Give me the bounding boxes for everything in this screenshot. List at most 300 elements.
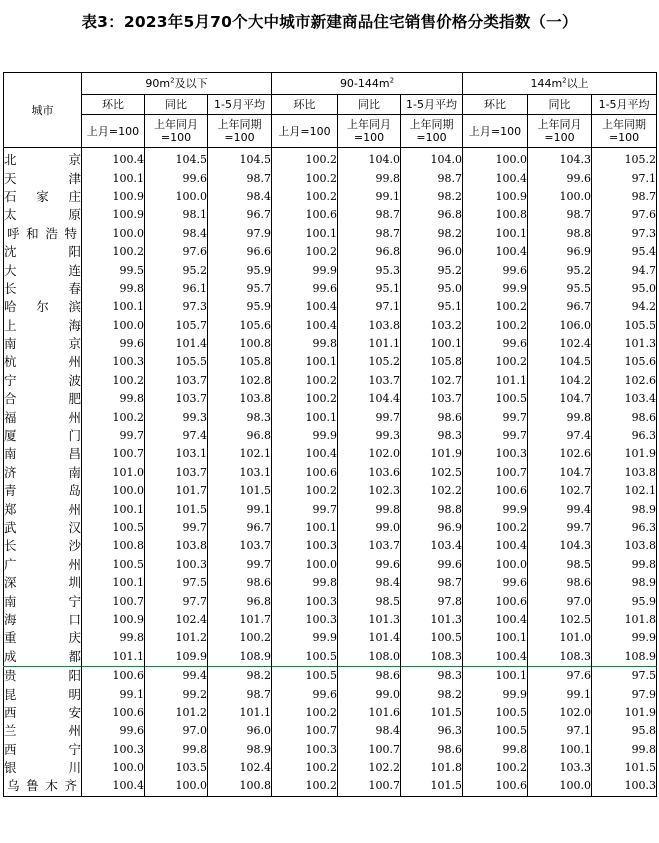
ytd-avg-header: 1-5月平均 (208, 95, 272, 115)
index-value: 97.6 (528, 666, 592, 685)
table-row (4, 464, 657, 482)
index-value: 102.8 (208, 372, 272, 390)
table-row (4, 353, 657, 371)
index-value: 101.8 (401, 759, 463, 777)
index-value: 95.0 (592, 280, 657, 298)
index-value: 100.2 (272, 390, 338, 408)
index-value: 99.6 (272, 280, 338, 298)
index-value: 100.1 (82, 574, 145, 592)
index-value: 99.8 (82, 629, 145, 647)
index-value: 100.7 (82, 592, 145, 610)
city-name: 济 南 (4, 464, 81, 480)
index-value: 99.1 (528, 685, 592, 703)
city-name: 银 川 (4, 760, 81, 776)
index-value: 100.2 (82, 243, 145, 261)
index-value: 98.5 (338, 592, 401, 610)
index-value: 101.7 (208, 611, 272, 629)
table-row (4, 261, 657, 279)
index-value: 108.0 (338, 648, 401, 667)
index-value: 98.7 (338, 206, 401, 224)
table-row (4, 298, 657, 316)
ytd-avg-header: 1-5月平均 (592, 95, 657, 115)
index-value: 97.9 (208, 225, 272, 243)
index-value: 98.4 (338, 574, 401, 592)
price-index-table (3, 72, 657, 797)
index-value: 100.5 (463, 704, 528, 722)
group-header-large: $144m^2$以上 (463, 73, 657, 95)
index-value: 99.8 (338, 169, 401, 187)
group-header-small: $90m^2$及以下 (82, 73, 272, 95)
index-value: 103.4 (592, 390, 657, 408)
index-value: 96.9 (401, 519, 463, 537)
index-value: 98.1 (145, 206, 208, 224)
index-value: 98.8 (528, 225, 592, 243)
index-value: 98.7 (528, 206, 592, 224)
table-row (4, 148, 657, 170)
base-same-month-last-year: 上年同月=100 (338, 115, 401, 148)
index-value: 100.2 (208, 629, 272, 647)
index-value: 99.7 (528, 519, 592, 537)
table-row (4, 243, 657, 261)
index-value: 100.2 (272, 148, 338, 170)
table-row (4, 741, 657, 759)
index-value: 106.0 (528, 317, 592, 335)
index-value: 98.7 (338, 225, 401, 243)
index-value: 101.6 (338, 704, 401, 722)
index-value: 99.6 (463, 335, 528, 353)
index-value: 97.0 (145, 722, 208, 740)
index-value: 101.1 (208, 704, 272, 722)
city-name: 广 州 (4, 556, 81, 572)
table-row (4, 317, 657, 335)
index-value: 100.0 (145, 777, 208, 796)
index-value: 100.1 (528, 741, 592, 759)
index-value: 96.7 (528, 298, 592, 316)
index-value: 103.4 (401, 537, 463, 555)
index-value: 101.2 (145, 704, 208, 722)
table-header (4, 73, 657, 148)
table-row (4, 722, 657, 740)
index-value: 100.4 (272, 298, 338, 316)
index-value: 97.5 (145, 574, 208, 592)
index-value: 100.5 (272, 666, 338, 685)
city-name: 南 宁 (4, 593, 81, 609)
base-same-period-last-year: 上年同期=100 (401, 115, 463, 148)
index-value: 99.1 (338, 188, 401, 206)
index-value: 102.4 (528, 335, 592, 353)
index-value: 100.4 (463, 169, 528, 187)
index-value: 101.9 (592, 445, 657, 463)
index-value: 95.2 (145, 261, 208, 279)
index-value: 100.4 (272, 445, 338, 463)
index-value: 104.5 (528, 353, 592, 371)
index-value: 101.7 (145, 482, 208, 500)
index-value: 100.7 (82, 445, 145, 463)
index-value: 100.9 (463, 188, 528, 206)
index-value: 99.7 (338, 408, 401, 426)
city-name: 杭 州 (4, 354, 81, 370)
index-value: 101.4 (145, 335, 208, 353)
mom-header: 环比 (82, 95, 145, 115)
index-value: 100.3 (592, 777, 657, 796)
index-value: 100.2 (463, 298, 528, 316)
index-value: 102.2 (401, 482, 463, 500)
index-value: 96.8 (338, 243, 401, 261)
city-name: 呼和浩特 (7, 225, 77, 241)
index-value: 100.3 (272, 537, 338, 555)
index-value: 97.6 (145, 243, 208, 261)
index-value: 103.6 (338, 464, 401, 482)
index-value: 104.0 (401, 148, 463, 170)
index-value: 100.7 (272, 722, 338, 740)
index-value: 100.4 (82, 777, 145, 796)
index-value: 100.1 (272, 408, 338, 426)
index-value: 100.2 (272, 188, 338, 206)
city-name: 长 春 (4, 280, 81, 296)
index-value: 100.7 (338, 741, 401, 759)
index-value: 99.2 (145, 685, 208, 703)
table-row (4, 592, 657, 610)
index-value: 95.4 (592, 243, 657, 261)
city-name: 昆 明 (4, 686, 81, 702)
index-value: 100.5 (463, 722, 528, 740)
index-value: 97.4 (145, 427, 208, 445)
index-value: 101.4 (338, 629, 401, 647)
index-value: 98.2 (401, 685, 463, 703)
index-value: 99.9 (272, 261, 338, 279)
index-value: 98.6 (401, 408, 463, 426)
index-value: 99.8 (145, 741, 208, 759)
index-value: 102.3 (338, 482, 401, 500)
index-value: 98.4 (338, 722, 401, 740)
city-name: 成 都 (4, 648, 81, 664)
index-value: 105.2 (592, 148, 657, 170)
table-row (4, 777, 657, 796)
index-value: 100.2 (82, 372, 145, 390)
yoy-header: 同比 (145, 95, 208, 115)
table-row (4, 225, 657, 243)
index-value: 103.8 (338, 317, 401, 335)
index-value: 99.5 (82, 261, 145, 279)
table-row (4, 629, 657, 647)
table-row (4, 372, 657, 390)
city-name: 郑 州 (4, 501, 81, 517)
index-value: 95.7 (208, 280, 272, 298)
index-value: 100.1 (401, 335, 463, 353)
table-row (4, 206, 657, 224)
index-value: 100.6 (82, 704, 145, 722)
index-value: 100.6 (463, 777, 528, 796)
index-value: 100.0 (272, 556, 338, 574)
index-value: 97.3 (592, 225, 657, 243)
index-value: 104.5 (145, 148, 208, 170)
index-value: 99.7 (272, 500, 338, 518)
index-value: 95.9 (208, 298, 272, 316)
index-value: 100.7 (338, 777, 401, 796)
index-value: 105.6 (592, 353, 657, 371)
yoy-header: 同比 (528, 95, 592, 115)
index-value: 100.0 (82, 759, 145, 777)
index-value: 100.1 (463, 225, 528, 243)
index-value: 100.0 (528, 188, 592, 206)
index-value: 100.2 (272, 759, 338, 777)
index-value: 98.7 (401, 574, 463, 592)
index-value: 96.6 (208, 243, 272, 261)
table-row (4, 611, 657, 629)
index-value: 100.1 (463, 666, 528, 685)
index-value: 103.5 (145, 759, 208, 777)
group-header-medium: $90-144m^2$ (272, 73, 463, 95)
table-row (4, 335, 657, 353)
index-value: 100.2 (463, 759, 528, 777)
index-value: 100.2 (272, 243, 338, 261)
index-value: 101.5 (401, 704, 463, 722)
index-value: 101.5 (145, 500, 208, 518)
base-same-period-last-year: 上年同期=100 (592, 115, 657, 148)
index-value: 95.0 (401, 280, 463, 298)
city-name: 南 昌 (4, 446, 81, 462)
index-value: 100.0 (528, 777, 592, 796)
index-value: 100.3 (82, 353, 145, 371)
index-value: 102.0 (528, 704, 592, 722)
index-value: 97.4 (528, 427, 592, 445)
index-value: 97.5 (592, 666, 657, 685)
city-name: 青 岛 (4, 483, 81, 499)
city-name: 哈尔滨 (4, 299, 81, 315)
index-value: 99.6 (272, 685, 338, 703)
index-value: 103.7 (338, 372, 401, 390)
index-value: 100.2 (272, 777, 338, 796)
mom-header: 环比 (272, 95, 338, 115)
index-value: 99.9 (592, 629, 657, 647)
index-value: 99.8 (463, 741, 528, 759)
index-value: 101.3 (592, 335, 657, 353)
base-header-row (4, 115, 657, 148)
index-value: 98.7 (208, 169, 272, 187)
city-name: 上 海 (4, 317, 81, 333)
index-value: 99.6 (82, 335, 145, 353)
index-value: 95.2 (528, 261, 592, 279)
index-value: 100.6 (272, 206, 338, 224)
index-value: 103.2 (401, 317, 463, 335)
city-name: 天 津 (4, 170, 81, 186)
index-value: 98.7 (208, 685, 272, 703)
city-name: 大 连 (4, 262, 81, 278)
index-value: 100.0 (82, 482, 145, 500)
index-value: 96.7 (208, 206, 272, 224)
index-value: 98.7 (592, 188, 657, 206)
index-value: 98.8 (401, 500, 463, 518)
index-value: 103.7 (145, 372, 208, 390)
index-value: 100.4 (272, 317, 338, 335)
index-value: 99.9 (463, 685, 528, 703)
index-value: 98.9 (592, 574, 657, 592)
index-value: 99.9 (272, 427, 338, 445)
index-value: 103.7 (145, 464, 208, 482)
index-value: 100.4 (463, 537, 528, 555)
index-value: 102.5 (528, 611, 592, 629)
index-value: 105.6 (208, 317, 272, 335)
city-name: 深 圳 (4, 575, 81, 591)
index-value: 100.9 (82, 611, 145, 629)
index-value: 97.1 (338, 298, 401, 316)
index-value: 100.2 (272, 372, 338, 390)
table-row (4, 519, 657, 537)
table-row (4, 574, 657, 592)
index-value: 100.6 (272, 464, 338, 482)
table-row (4, 280, 657, 298)
table-row (4, 704, 657, 722)
index-value: 96.8 (208, 592, 272, 610)
index-value: 100.4 (463, 648, 528, 667)
index-value: 102.1 (208, 445, 272, 463)
index-value: 108.3 (401, 648, 463, 667)
index-value: 102.7 (401, 372, 463, 390)
index-value: 95.1 (401, 298, 463, 316)
index-value: 101.1 (463, 372, 528, 390)
index-value: 101.1 (338, 335, 401, 353)
index-value: 98.9 (592, 500, 657, 518)
index-value: 100.3 (463, 445, 528, 463)
index-value: 99.1 (208, 500, 272, 518)
index-value: 100.1 (272, 225, 338, 243)
index-value: 99.9 (463, 280, 528, 298)
city-name: 贵 阳 (4, 666, 82, 685)
index-value: 104.0 (338, 148, 401, 170)
index-value: 98.2 (208, 666, 272, 685)
index-value: 100.5 (463, 390, 528, 408)
index-value: 98.4 (208, 188, 272, 206)
index-value: 101.0 (528, 629, 592, 647)
index-value: 104.3 (528, 537, 592, 555)
index-value: 100.2 (463, 519, 528, 537)
index-value: 101.1 (82, 648, 145, 667)
index-value: 100.5 (401, 629, 463, 647)
index-value: 99.7 (82, 427, 145, 445)
index-value: 98.2 (401, 225, 463, 243)
index-value: 98.4 (145, 225, 208, 243)
index-value: 100.1 (272, 519, 338, 537)
index-value: 99.6 (528, 169, 592, 187)
index-value: 99.1 (82, 685, 145, 703)
index-value: 100.0 (463, 148, 528, 170)
index-value: 108.9 (592, 648, 657, 667)
index-value: 109.9 (145, 648, 208, 667)
index-value: 100.2 (463, 353, 528, 371)
base-last-month: 上月=100 (82, 115, 145, 148)
city-name: 南 京 (4, 336, 81, 352)
index-value: 100.6 (82, 666, 145, 685)
index-value: 100.6 (463, 482, 528, 500)
index-value: 95.3 (338, 261, 401, 279)
index-value: 98.6 (208, 574, 272, 592)
index-value: 100.6 (463, 592, 528, 610)
index-value: 101.5 (401, 777, 463, 796)
index-value: 100.0 (82, 317, 145, 335)
index-value: 99.6 (401, 556, 463, 574)
index-value: 98.2 (401, 188, 463, 206)
table-row (4, 427, 657, 445)
index-value: 100.1 (82, 500, 145, 518)
city-name: 北 京 (4, 152, 81, 168)
index-value: 100.7 (463, 464, 528, 482)
index-value: 99.7 (208, 556, 272, 574)
index-value: 105.8 (401, 353, 463, 371)
index-value: 96.8 (208, 427, 272, 445)
index-value: 101.3 (338, 611, 401, 629)
city-name: 石家庄 (4, 188, 81, 204)
table-title: 表3：2023年5月70个大中城市新建商品住宅销售价格分类指数（一） (81, 13, 578, 31)
index-value: 97.1 (592, 169, 657, 187)
index-value: 95.1 (338, 280, 401, 298)
index-value: 100.9 (82, 206, 145, 224)
city-name: 合 肥 (4, 391, 81, 407)
index-value: 98.3 (401, 427, 463, 445)
index-value: 99.6 (82, 722, 145, 740)
index-value: 103.1 (208, 464, 272, 482)
index-value: 100.3 (82, 741, 145, 759)
city-name: 福 州 (4, 409, 81, 425)
sub-header-row (4, 95, 657, 115)
index-value: 100.1 (82, 169, 145, 187)
index-value: 102.4 (145, 611, 208, 629)
table-row (4, 390, 657, 408)
index-value: 100.1 (82, 298, 145, 316)
index-value: 100.2 (272, 704, 338, 722)
index-value: 104.3 (528, 148, 592, 170)
index-value: 99.4 (528, 500, 592, 518)
index-value: 99.8 (338, 500, 401, 518)
index-value: 96.0 (401, 243, 463, 261)
base-last-month: 上月=100 (463, 115, 528, 148)
index-value: 94.7 (592, 261, 657, 279)
index-value: 97.0 (528, 592, 592, 610)
index-value: 100.8 (208, 777, 272, 796)
index-value: 96.7 (208, 519, 272, 537)
index-value: 95.9 (592, 592, 657, 610)
index-value: 101.9 (401, 445, 463, 463)
index-value: 102.7 (528, 482, 592, 500)
index-value: 100.3 (272, 741, 338, 759)
index-value: 99.6 (463, 261, 528, 279)
index-value: 97.6 (592, 206, 657, 224)
index-value: 96.3 (592, 519, 657, 537)
index-value: 99.9 (272, 629, 338, 647)
price-index-table-container (3, 72, 657, 797)
table-row (4, 445, 657, 463)
table-row (4, 482, 657, 500)
city-name: 重 庆 (4, 630, 81, 646)
index-value: 98.5 (528, 556, 592, 574)
index-value: 99.7 (145, 519, 208, 537)
table-body (4, 148, 657, 797)
index-value: 95.2 (401, 261, 463, 279)
index-value: 103.8 (592, 464, 657, 482)
index-value: 100.4 (82, 148, 145, 170)
index-value: 100.2 (82, 408, 145, 426)
table-row (4, 500, 657, 518)
city-name: 武 汉 (4, 520, 81, 535)
city-name: 兰 州 (4, 723, 81, 739)
index-value: 101.5 (592, 759, 657, 777)
table-row (4, 537, 657, 555)
index-value: 100.3 (272, 592, 338, 610)
base-same-month-last-year: 上年同月=100 (528, 115, 592, 148)
index-value: 102.6 (528, 445, 592, 463)
index-value: 99.7 (463, 408, 528, 426)
index-value: 100.5 (82, 519, 145, 537)
yoy-header: 同比 (338, 95, 401, 115)
